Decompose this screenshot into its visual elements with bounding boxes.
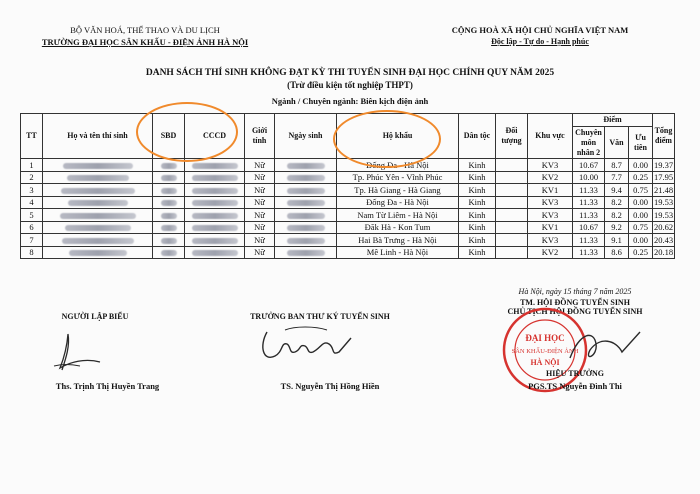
header-tt: TT <box>21 114 43 159</box>
table-row <box>21 209 675 222</box>
redaction-blur <box>287 163 325 169</box>
table-row <box>21 184 675 197</box>
row-chuyenmon: 11.33 <box>573 246 605 259</box>
header-van: Văn <box>605 127 629 159</box>
redaction-blur <box>161 175 177 181</box>
secretary-name: TS. Nguyễn Thị Hồng Hiền <box>280 381 380 391</box>
redaction-blur <box>161 200 177 206</box>
row-dob-redacted <box>275 246 337 259</box>
preparer-signature <box>40 328 120 378</box>
row-gender: Nữ <box>245 246 275 259</box>
row-uutien: 0.25 <box>629 171 653 184</box>
redaction-blur <box>287 238 325 244</box>
row-gender: Nữ <box>245 221 275 234</box>
redaction-blur <box>68 200 128 206</box>
secretary-title: TRƯỞNG BAN THƯ KÝ TUYỂN SINH <box>250 312 390 321</box>
row-doituong <box>496 184 528 197</box>
row-ethnic: Kinh <box>459 196 496 209</box>
row-dob-redacted <box>275 159 337 172</box>
header-tong: Tổng điểm <box>653 114 675 159</box>
row-uutien: 0.00 <box>629 234 653 247</box>
row-cccd-redacted <box>185 184 245 197</box>
major-line: Ngành / Chuyên ngành: Biên kịch điện ảnh <box>271 96 429 106</box>
row-doituong <box>496 221 528 234</box>
redaction-blur <box>60 213 136 219</box>
preparer-name: Ths. Trịnh Thị Huyền Trang <box>55 381 160 391</box>
row-hokhau: Nam Từ Liêm - Hà Nội <box>337 209 459 222</box>
redaction-blur <box>69 250 127 256</box>
row-tt: 6 <box>21 221 43 234</box>
row-tong: 20.43 <box>653 234 674 245</box>
row-doituong <box>496 246 528 259</box>
row-chuyenmon: 10.67 <box>573 159 605 172</box>
highlight-ring-hokhau <box>333 110 441 168</box>
redaction-blur <box>192 163 238 169</box>
row-ethnic: Kinh <box>459 184 496 197</box>
row-khuvuc: KV3 <box>528 196 573 209</box>
table-row <box>21 234 675 247</box>
row-tong: 19.53 <box>653 209 674 220</box>
redaction-blur <box>61 188 135 194</box>
redaction-blur <box>161 250 177 256</box>
row-tt: 2 <box>21 171 43 184</box>
redaction-blur <box>161 163 177 169</box>
rector-name: PGS.TS Nguyễn Đình Thi <box>528 381 622 391</box>
row-hokhau: Đống Đa - Hà Nội <box>337 159 459 172</box>
header-doituong: Đối tượng <box>496 114 528 159</box>
table-row <box>21 171 675 184</box>
header-gender: Giới tính <box>245 114 275 159</box>
row-cccd-redacted <box>185 171 245 184</box>
row-tong: 21.48 <box>653 184 674 195</box>
row-khuvuc: KV2 <box>528 246 573 259</box>
row-sbd-redacted <box>153 234 185 247</box>
council-line-2: CHỦ TỊCH HỘI ĐỒNG TUYỂN SINH <box>507 307 643 316</box>
table-row <box>21 159 675 172</box>
row-ethnic: Kinh <box>459 246 496 259</box>
row-name-redacted <box>43 209 153 222</box>
header-chuyenmon: Chuyên môn nhân 2 <box>573 127 605 159</box>
redaction-blur <box>161 225 177 231</box>
redaction-blur <box>65 225 131 231</box>
row-name-redacted <box>43 221 153 234</box>
document-title: DANH SÁCH THÍ SINH KHÔNG ĐẠT KỲ THI TUYỂN SINH ĐẠI HỌC CHÍNH QUY NĂM 2025 <box>145 68 555 78</box>
row-cccd-redacted <box>185 246 245 259</box>
redaction-blur <box>287 188 325 194</box>
row-van: 8.7 <box>605 159 629 172</box>
row-tong: 20.18 <box>653 247 674 258</box>
document-subtitle: (Trừ điều kiện tốt nghiệp THPT) <box>287 80 413 90</box>
row-dob-redacted <box>275 209 337 222</box>
redaction-blur <box>192 188 238 194</box>
row-tt: 5 <box>21 209 43 222</box>
row-ethnic: Kinh <box>459 171 496 184</box>
table-row <box>21 221 675 234</box>
row-dob-redacted <box>275 221 337 234</box>
row-gender: Nữ <box>245 184 275 197</box>
redaction-blur <box>63 163 133 169</box>
row-cccd-redacted <box>185 209 245 222</box>
row-cccd-redacted <box>185 234 245 247</box>
row-van: 9.2 <box>605 221 629 234</box>
row-cccd-redacted <box>185 221 245 234</box>
row-ethnic: Kinh <box>459 159 496 172</box>
row-uutien: 0.00 <box>629 196 653 209</box>
national-header <box>400 24 680 48</box>
row-name-redacted <box>43 234 153 247</box>
preparer-title: NGƯỜI LẬP BIỂU <box>61 312 129 321</box>
row-ethnic: Kinh <box>459 221 496 234</box>
row-chuyenmon: 11.33 <box>573 184 605 197</box>
row-tong: 19.37 <box>653 159 674 170</box>
redaction-blur <box>192 225 238 231</box>
row-sbd-redacted <box>153 221 185 234</box>
row-van: 8.6 <box>605 246 629 259</box>
row-doituong <box>496 171 528 184</box>
redaction-blur <box>161 238 177 244</box>
row-uutien: 0.25 <box>629 246 653 259</box>
row-tt: 4 <box>21 196 43 209</box>
row-tong: 20.62 <box>653 222 674 233</box>
redaction-blur <box>192 250 238 256</box>
redaction-blur <box>161 188 177 194</box>
row-dob-redacted <box>275 196 337 209</box>
row-hokhau: Đăk Hà - Kon Tum <box>337 221 459 234</box>
table-row <box>21 246 675 259</box>
row-uutien: 0.75 <box>629 221 653 234</box>
header-dob: Ngày sinh <box>275 114 337 159</box>
row-tong: 19.53 <box>653 197 674 208</box>
redaction-blur <box>192 238 238 244</box>
row-hokhau: Tp. Hà Giang - Hà Giang <box>337 184 459 197</box>
ministry-name: BỘ VĂN HOÁ, THỂ THAO VÀ DU LỊCH <box>70 25 220 35</box>
row-chuyenmon: 11.33 <box>573 209 605 222</box>
redaction-blur <box>287 175 325 181</box>
redaction-blur <box>192 213 238 219</box>
header-ethnic: Dân tộc <box>459 114 496 159</box>
redaction-blur <box>287 200 325 206</box>
row-chuyenmon: 10.67 <box>573 221 605 234</box>
secretary-signature <box>255 322 365 372</box>
row-chuyenmon: 10.00 <box>573 171 605 184</box>
highlight-ring-sbd-cccd <box>136 102 238 162</box>
redaction-blur <box>62 238 134 244</box>
row-dob-redacted <box>275 184 337 197</box>
rector-signature <box>560 322 650 372</box>
issuer-header <box>20 24 270 48</box>
header-uutien: Ưu tiên <box>629 127 653 159</box>
place-date: Hà Nội, ngày 15 tháng 7 năm 2025 <box>518 287 632 296</box>
row-name-redacted <box>43 184 153 197</box>
row-van: 9.1 <box>605 234 629 247</box>
row-name-redacted <box>43 196 153 209</box>
row-tt: 3 <box>21 184 43 197</box>
row-van: 8.2 <box>605 209 629 222</box>
table-row <box>21 196 675 209</box>
redaction-blur <box>287 250 325 256</box>
header-sbd: SBD <box>153 114 185 159</box>
row-hokhau: Hai Bà Trưng - Hà Nội <box>337 234 459 247</box>
row-sbd-redacted <box>153 246 185 259</box>
redaction-blur <box>67 175 129 181</box>
row-van: 9.4 <box>605 184 629 197</box>
university-name: TRƯỜNG ĐẠI HỌC SÂN KHẤU - ĐIỆN ẢNH HÀ NỘI <box>41 37 249 47</box>
row-khuvuc: KV3 <box>528 159 573 172</box>
redaction-blur <box>287 213 325 219</box>
row-chuyenmon: 11.33 <box>573 196 605 209</box>
row-sbd-redacted <box>153 171 185 184</box>
row-hokhau: Đống Đa - Hà Nội <box>337 196 459 209</box>
row-name-redacted <box>43 171 153 184</box>
row-dob-redacted <box>275 234 337 247</box>
row-doituong <box>496 159 528 172</box>
row-khuvuc: KV3 <box>528 209 573 222</box>
row-ethnic: Kinh <box>459 209 496 222</box>
row-tt: 7 <box>21 234 43 247</box>
row-doituong <box>496 196 528 209</box>
row-uutien: 0.00 <box>629 209 653 222</box>
national-motto: Độc lập - Tự do - Hạnh phúc <box>491 37 589 46</box>
row-tong: 17.95 <box>653 172 674 183</box>
row-sbd-redacted <box>153 184 185 197</box>
row-khuvuc: KV3 <box>528 234 573 247</box>
row-khuvuc: KV2 <box>528 171 573 184</box>
redaction-blur <box>287 225 325 231</box>
row-gender: Nữ <box>245 209 275 222</box>
row-doituong <box>496 209 528 222</box>
country-name: CỘNG HOÀ XÃ HỘI CHỦ NGHĨA VIỆT NAM <box>451 25 629 35</box>
row-gender: Nữ <box>245 171 275 184</box>
row-gender: Nữ <box>245 234 275 247</box>
table-body <box>21 159 675 259</box>
header-cccd: CCCD <box>185 114 245 159</box>
row-cccd-redacted <box>185 196 245 209</box>
seal-text-mid: SÂN KHẤU-ĐIỆN ẢNH <box>511 348 579 355</box>
council-line-1: TM. HỘI ĐỒNG TUYỂN SINH <box>520 298 630 307</box>
row-hokhau: Tp. Phúc Yên - Vĩnh Phúc <box>337 171 459 184</box>
row-dob-redacted <box>275 171 337 184</box>
seal-text-top: ĐẠI HỌC <box>525 333 565 343</box>
row-uutien: 0.00 <box>629 159 653 172</box>
row-khuvuc: KV1 <box>528 184 573 197</box>
row-gender: Nữ <box>245 159 275 172</box>
row-doituong <box>496 234 528 247</box>
row-tt: 1 <box>21 159 43 172</box>
row-van: 7.7 <box>605 171 629 184</box>
row-sbd-redacted <box>153 196 185 209</box>
row-uutien: 0.75 <box>629 184 653 197</box>
row-sbd-redacted <box>153 209 185 222</box>
redaction-blur <box>192 200 238 206</box>
redaction-blur <box>192 175 238 181</box>
header-diem: Điểm <box>573 114 653 127</box>
row-name-redacted <box>43 159 153 172</box>
row-ethnic: Kinh <box>459 234 496 247</box>
row-name-redacted <box>43 246 153 259</box>
row-gender: Nữ <box>245 196 275 209</box>
row-hokhau: Mê Linh - Hà Nội <box>337 246 459 259</box>
header-name: Họ và tên thí sinh <box>43 114 153 159</box>
header-khuvuc: Khu vực <box>528 114 573 159</box>
seal-text-bottom: HÀ NỘI <box>530 358 560 367</box>
row-chuyenmon: 11.33 <box>573 234 605 247</box>
rector-title: HIỆU TRƯỞNG <box>545 369 604 378</box>
redaction-blur <box>161 213 177 219</box>
row-tt: 8 <box>21 246 43 259</box>
row-van: 8.2 <box>605 196 629 209</box>
row-khuvuc: KV1 <box>528 221 573 234</box>
header-hokhau: Hộ khẩu <box>337 114 459 159</box>
